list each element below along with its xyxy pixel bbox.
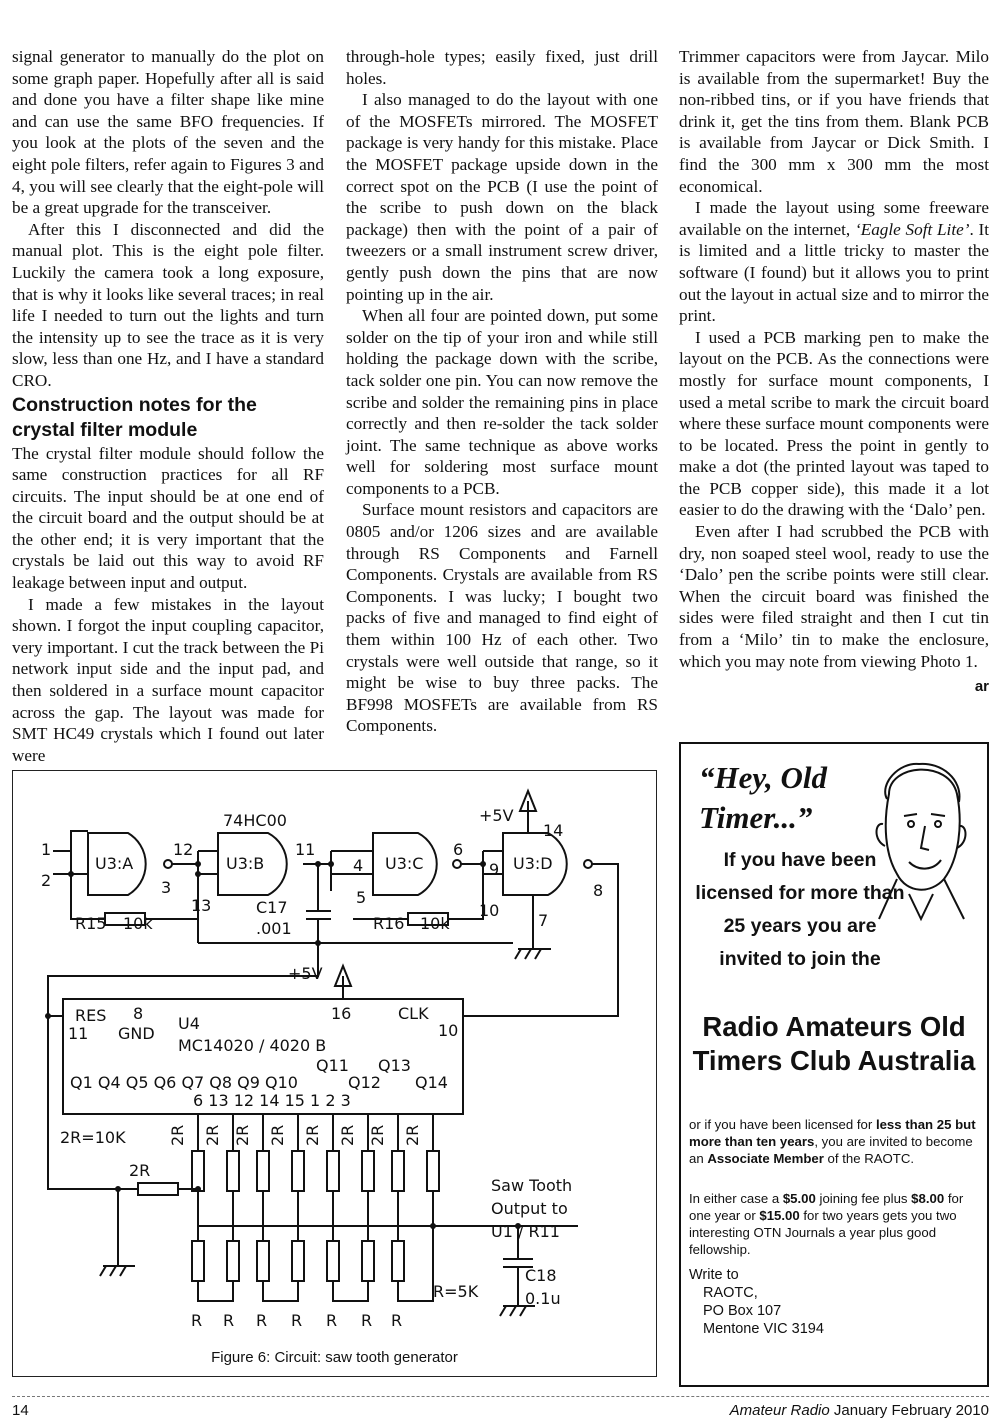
- label-pin: 6: [453, 840, 464, 859]
- label-output-to: Output to: [491, 1199, 568, 1218]
- text-run: or if you have been licensed for: [689, 1117, 876, 1132]
- label-q12: Q12: [348, 1073, 381, 1092]
- label-u1-r11: U1 / R11: [491, 1222, 560, 1241]
- ad-club-name: Radio Amateurs Old Timers Club Australia: [692, 1011, 976, 1076]
- text-run: joining fee plus: [815, 1191, 912, 1206]
- label-q14: Q14: [415, 1073, 448, 1092]
- ad-fees-text: [689, 1190, 983, 1258]
- text-run: for one year or: [689, 1191, 964, 1223]
- label-2r: 2R: [203, 1124, 222, 1146]
- label-c18-value: 0.1u: [525, 1289, 561, 1308]
- text-run: for two years gets you two interesting OTN Journals a year plus good fellowship.: [689, 1208, 957, 1257]
- paragraph: After this I disconnected and did the manual plot. This is the eight pole filter. Luckily the camera took a long exposure, that is why it looks like several traces; in real life I needed to turn out the lights and turn the intensity up to see the trace as it is very slow, less than one Hz, and I have a standard CRO.: [12, 219, 324, 390]
- label-pin: 8: [593, 881, 604, 900]
- text-run: of the RAOTC.: [823, 1151, 915, 1166]
- label-r-equals: R=5K: [433, 1282, 479, 1301]
- label-plus5v-mid: +5V: [288, 964, 323, 983]
- ad-headline: “Hey, Old Timer...”: [699, 760, 827, 835]
- magazine-title: Amateur Radio: [729, 1402, 830, 1419]
- paragraph: signal generator to manually do the plot on some graph paper. Hopefully after all is said and done you have a filter shape like mine and can use the same BFO frequencies. If you look at the plots of the seven and the eight pole filters, refer again to Figures 3 and 4, you will see clearly that the eight-pole will be a great upgrade for the transceiver.: [12, 47, 324, 218]
- paragraph: I used a PCB marking pen to make the layout on the PCB. As the connections were mostly for surface mount components, I used a metal scribe to mark the circuit board where these surface mount components were to be located. Press the point in gently to make a dot (the printed layout was taped to the PCB copper side), this made it a lot easier to do the drawing with the ‘Dalo’ pen.: [679, 327, 989, 520]
- label-chip-74hc00: 74HC00: [223, 811, 287, 830]
- label-pin: 10: [479, 901, 500, 920]
- label-r15: R15: [75, 914, 107, 933]
- label-res: RES: [75, 1006, 107, 1025]
- page-number: 14: [12, 1402, 29, 1419]
- text-run-bold: $15.00: [759, 1208, 800, 1223]
- label-pin: 13: [191, 896, 212, 915]
- footer-publication: [730, 1402, 989, 1419]
- label-q11: Q11: [316, 1056, 349, 1075]
- label-r16-value: 10k: [420, 914, 450, 933]
- paragraph: I made a few mistakes in the layout shown. I forgot the input coupling capacitor, very important. I cut the track between the Pi network input side and the input pad, and then soldered in a surface mount capacitor across the gap. The layout was made for SMT HC49 crystals which I found out later were: [12, 594, 324, 765]
- ad-address-block: [689, 1267, 983, 1338]
- label-u4: U4: [178, 1014, 200, 1033]
- ad-write-to: Write to: [689, 1267, 739, 1283]
- paragraph: The crystal filter module should follow the same construction practices for all RF circuits. The input should be at one end of the circuit board and the output should be at the other end; it is very important that the crystals be laid out this way to avoid RF leakage between input and output.: [12, 443, 324, 593]
- label-pin: 1: [41, 840, 52, 859]
- label-c17: C17: [256, 898, 288, 917]
- label-pin: 11: [295, 840, 316, 859]
- label-q13: Q13: [378, 1056, 411, 1075]
- label-saw-tooth: Saw Tooth: [491, 1176, 573, 1195]
- label-pin: 9: [489, 860, 500, 879]
- label-r: R: [391, 1311, 403, 1330]
- label-pin: 14: [543, 821, 564, 840]
- label-2r-equals: 2R=10K: [60, 1128, 126, 1147]
- paragraph: Surface mount resistors and capacitors are 0805 and/or 1206 sizes and are available through RS Components and Farnell Components. Crystals are available from RS Components. I was lucky; I bought two packs of five and managed to find eight of them within 100 Hz of each other. Two crystals were well outside that range, so it might be wise to buy three packs. The BF998 MOSFETs are available from RS Components.: [346, 500, 658, 736]
- label-counter-chip: MC14020 / 4020 B: [178, 1036, 327, 1055]
- paragraph: [679, 197, 989, 327]
- label-gate-u3c: U3:C: [385, 854, 424, 873]
- article-column-3: [679, 46, 989, 698]
- label-pin: 16: [331, 1004, 352, 1023]
- label-2r: 2R: [168, 1124, 187, 1146]
- label-gate-u3b: U3:B: [226, 854, 265, 873]
- label-r15-value: 10k: [123, 914, 153, 933]
- footer-divider: [12, 1396, 989, 1397]
- article-column-1: [12, 46, 324, 766]
- label-pin: 2: [41, 871, 52, 890]
- paragraph: When all four are pointed down, put some solder on the tip of your iron and while still holding the package down with the scribe, tack solder one pin. You can now remove the scribe and solder the remaining pins in place correctly and then re-solder the tack solder joint. The same technique as above works well for soldering most surface mount components to a PCB.: [346, 306, 658, 498]
- text-run-bold: $8.00: [911, 1191, 945, 1206]
- label-pin: 7: [538, 911, 549, 930]
- label-2r: 2R: [233, 1124, 252, 1146]
- label-2r: 2R: [403, 1124, 422, 1146]
- label-pin: 8: [133, 1004, 144, 1023]
- text-run: . It is limited and a little tricky to master the software (I found) but it allows you to print out the layout in actual size and to mirror the print.: [679, 219, 990, 326]
- paragraph: Even after I had scrubbed the PCB with dry, non soaped steel wool, ready to use the ‘Dalo’ pen the scribe points were still clear. When the circuit board was finished the sides were filed straight and then I cut tin from a ‘Milo’ tin to make the enclosure, which you may note from viewing Photo 1.: [679, 522, 989, 671]
- label-pin: 5: [356, 888, 367, 907]
- label-pin-numbers: 6 13 12 14 15 1 2 3: [193, 1091, 351, 1110]
- label-r: R: [256, 1311, 268, 1330]
- label-pin: 3: [161, 878, 172, 897]
- label-r: R: [361, 1311, 373, 1330]
- label-2r: 2R: [303, 1124, 322, 1146]
- label-q-outputs: Q1 Q4 Q5 Q6 Q7 Q8 Q9 Q10: [70, 1073, 298, 1092]
- text-run-bold: less than 25 but more than ten years: [689, 1117, 976, 1149]
- label-2r: 2R: [368, 1124, 387, 1146]
- label-c17-value: .001: [256, 919, 292, 938]
- label-2r-series: 2R: [129, 1161, 151, 1180]
- ad-associate-text: [689, 1116, 983, 1167]
- label-plus5v-top: +5V: [479, 806, 514, 825]
- text-run: , you are invited to become an: [689, 1134, 973, 1166]
- label-c18: C18: [525, 1266, 557, 1285]
- label-r: R: [191, 1311, 203, 1330]
- label-r: R: [223, 1311, 235, 1330]
- schematic-diagram: [13, 771, 658, 1378]
- figure-caption: Figure 6: Circuit: saw tooth generator: [211, 1349, 458, 1366]
- address-line: RAOTC,: [703, 1285, 758, 1301]
- paragraph: I also managed to do the layout with one of the MOSFETs mirrored. The MOSFET package is very handy for this mistake. Place the MOSFET package upside down in the correct spot on the PCB (I use the point of the scribe to push down on the black package) then with the point of a pair of tweezers or a small instrument screw driver, gently push down the pins that are now pointing up in the air.: [346, 90, 658, 304]
- label-clk: CLK: [398, 1004, 429, 1023]
- address-line: PO Box 107: [703, 1303, 782, 1319]
- article-end-mark: ar: [974, 678, 989, 696]
- label-pin: 11: [68, 1024, 89, 1043]
- paragraph: Trimmer capacitors were from Jaycar. Milo is available from the supermarket! Buy the non-ribbed tins, or if you have friends that drink it, get the tins from them. Blank PCB is available from Jaycar or Dick Smith. I find the 300 mm x 300 mm the most economical.: [679, 47, 989, 196]
- label-pin: 4: [353, 856, 364, 875]
- ad-intro: If you have been licensed for more than 25 years you are invited to join the: [695, 849, 905, 970]
- label-gate-u3d: U3:D: [513, 854, 553, 873]
- label-gnd: GND: [118, 1024, 155, 1043]
- raotc-advertisement: [679, 742, 989, 1387]
- issue-date: January February 2010: [833, 1402, 989, 1419]
- label-pin: 10: [438, 1021, 459, 1040]
- software-name: ‘Eagle Soft Lite’: [854, 219, 970, 239]
- label-gate-u3a: U3:A: [95, 854, 134, 873]
- figure-saw-tooth-schematic: [12, 770, 657, 1377]
- text-run: I made the layout using some freeware available on the internet,: [679, 198, 989, 239]
- label-r16: R16: [373, 914, 405, 933]
- text-run-bold: $5.00: [782, 1191, 816, 1206]
- label-pin: 12: [173, 840, 194, 859]
- label-2r: 2R: [338, 1124, 357, 1146]
- label-r: R: [326, 1311, 338, 1330]
- paragraph: through-hole types; easily fixed, just drill holes.: [346, 47, 658, 88]
- text-run: In either case a: [689, 1191, 783, 1206]
- label-2r: 2R: [268, 1124, 287, 1146]
- section-heading: Construction notes for the crystal filter module: [12, 393, 257, 441]
- label-r: R: [291, 1311, 303, 1330]
- article-column-2: [346, 46, 658, 737]
- text-run-bold: Associate Member: [707, 1151, 824, 1166]
- address-line: Mentone VIC 3194: [703, 1321, 824, 1337]
